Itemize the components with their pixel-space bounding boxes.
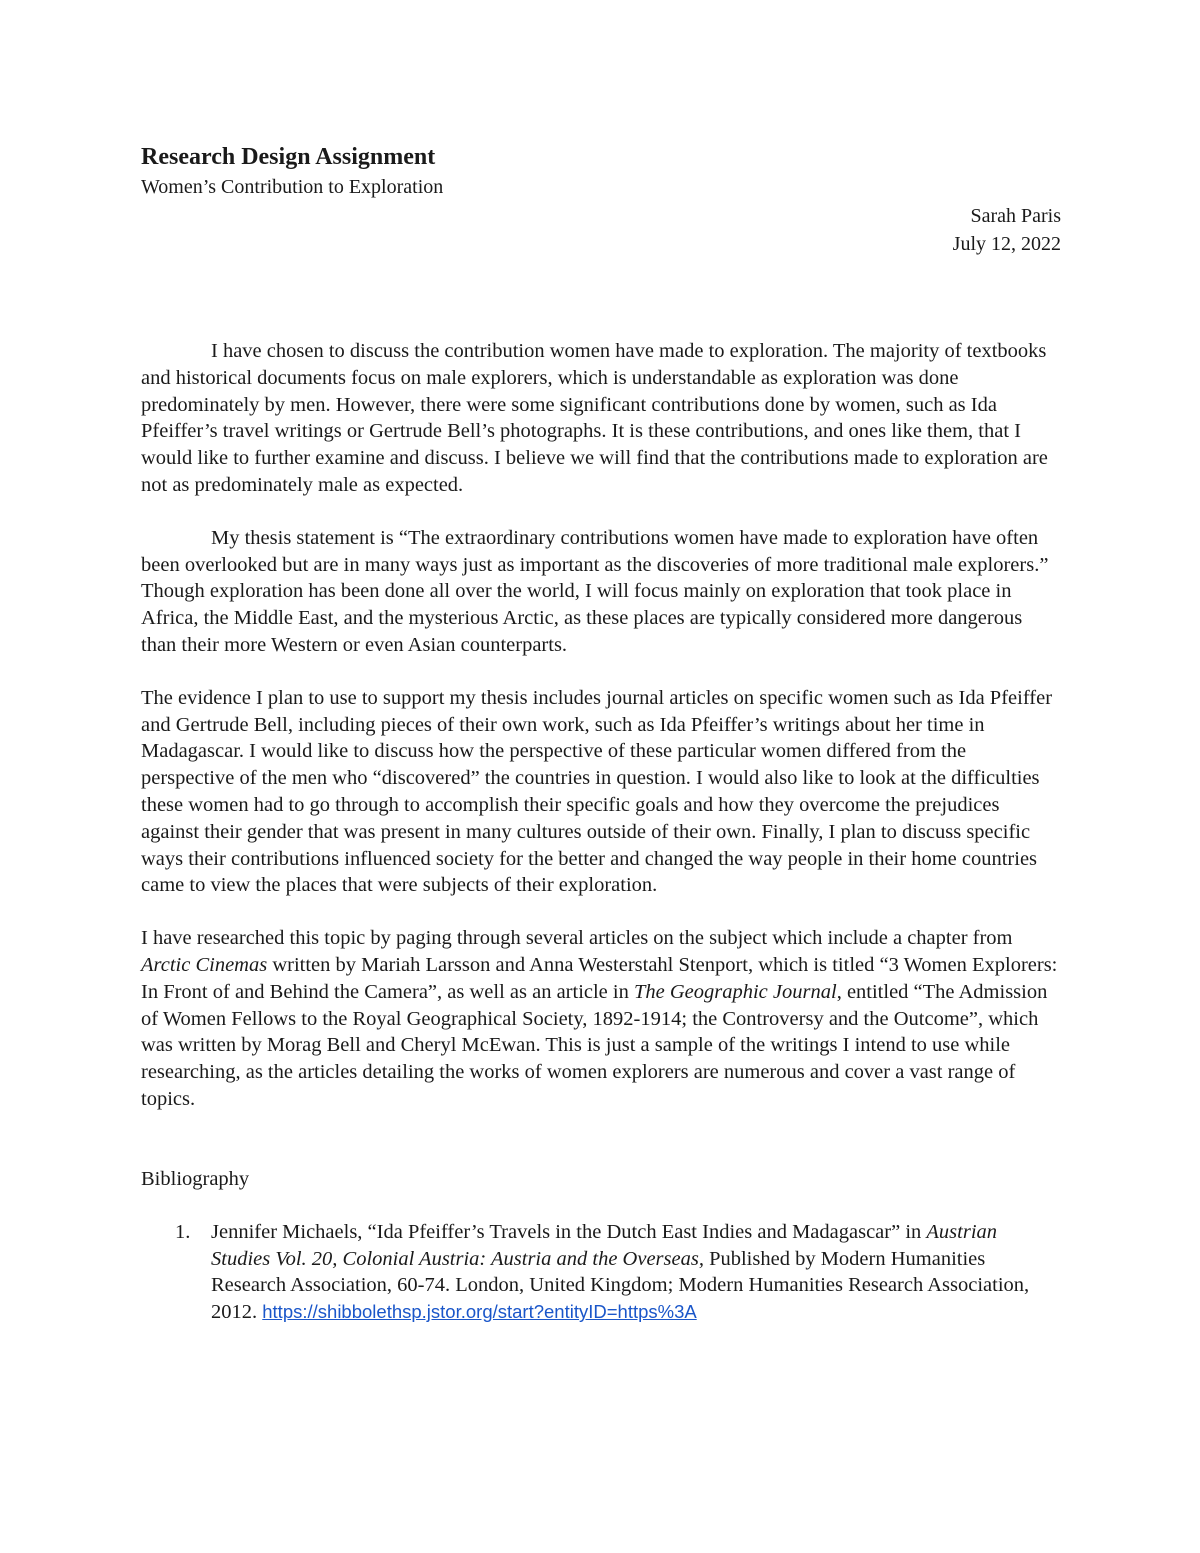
bibliography-entry-text: Jennifer Michaels, “Ida Pfeiffer’s Travels in the Dutch East Indies and Madagascar” in [211, 1220, 927, 1243]
bibliography-heading: Bibliography [141, 1167, 250, 1190]
bibliography-entry-link[interactable]: https://shibbolethsp.jstor.org/start?entityID=https%3A [262, 1301, 697, 1323]
book-title-arctic-cinemas: Arctic Cinemas [141, 953, 268, 976]
document-title: Research Design Assignment [141, 144, 436, 170]
bibliography-entry-source-title: Austrian Studies Vol. 20, Colonial Austria: Austria and the Overseas, [211, 1220, 998, 1270]
author-name: Sarah Paris [970, 205, 1061, 227]
bibliography-entry-text: Published by Modern Humanities Research Association, 60-74. London, United Kingdom; Modern Humanities Research Association, 2012. [211, 1247, 1030, 1324]
bibliography-entry [141, 1219, 1061, 1326]
journal-title-geographic-journal: The Geographic Journal [633, 980, 837, 1003]
paragraph-evidence: The evidence I plan to use to support my thesis includes journal articles on specific women such as Ida Pfeiffer and Gertrude Bell, including pieces of their own work, such as Ida Pfeiffer’s writings about her time in Madagascar. I would like to discuss how the perspective of these particular women differed from the perspective of the men who “discovered” the countries in question. I would also like to look at the difficulties these women had to go through to accomplish their specific goals and how they overcome the prejudices against their gender that was present in many cultures outside of their own. Finally, I plan to discuss specific ways their contributions influenced society for the better and changed the way people in their home countries came to view the places that were subjects of their exploration. [141, 686, 1053, 897]
document-subtitle: Women’s Contribution to Exploration [141, 176, 444, 198]
author-block [141, 202, 1061, 258]
document-date: July 12, 2022 [952, 233, 1061, 255]
bibliography-list [141, 1219, 1061, 1326]
paragraph-thesis: My thesis statement is “The extraordinary contributions women have made to exploration have often been overlooked but are in many ways just as important as the discoveries of more traditional male explorers.” Though exploration has been done all over the world, I will focus mainly on exploration that took place in Africa, the Middle East, and the mysterious Arctic, as these places are typically considered more dangerous than their more Western or even Asian counterparts. [141, 526, 1049, 656]
bibliography-entry-number: 1. [175, 1220, 191, 1243]
paragraph-introduction: I have chosen to discuss the contribution women have made to exploration. The majority of textbooks and historical documents focus on male explorers, which is understandable as exploration was done predominately by men. However, there were some significant contributions done by women, such as Ida Pfeiffer’s travel writings or Gertrude Bell’s photographs. It is these contributions, and ones like them, that I would like to further examine and discuss. I believe we will find that the contributions made to exploration are not as predominately male as expected. [141, 340, 1048, 496]
paragraph-research [141, 925, 1061, 1113]
paragraph-research-text: , entitled “The Admission of Women Fellows to the Royal Geographical Society, 1892-1914; the Controversy and the Outcome”, which was written by Morag Bell and Cheryl McEwan. This is just a sample of the writings I intend to use while researching, as the articles detailing the works of women explorers are numerous and cover a vast range of topics. [141, 980, 1048, 1110]
paragraph-research-text: written by Mariah Larsson and Anna Westerstahl Stenport, which is titled “3 Women Explorers: In Front of and Behind the Camera”, as well as an article in [141, 953, 1058, 1003]
document-page [141, 140, 1061, 1326]
paragraph-research-text: I have researched this topic by paging through several articles on the subject which include a chapter from [141, 927, 1013, 950]
